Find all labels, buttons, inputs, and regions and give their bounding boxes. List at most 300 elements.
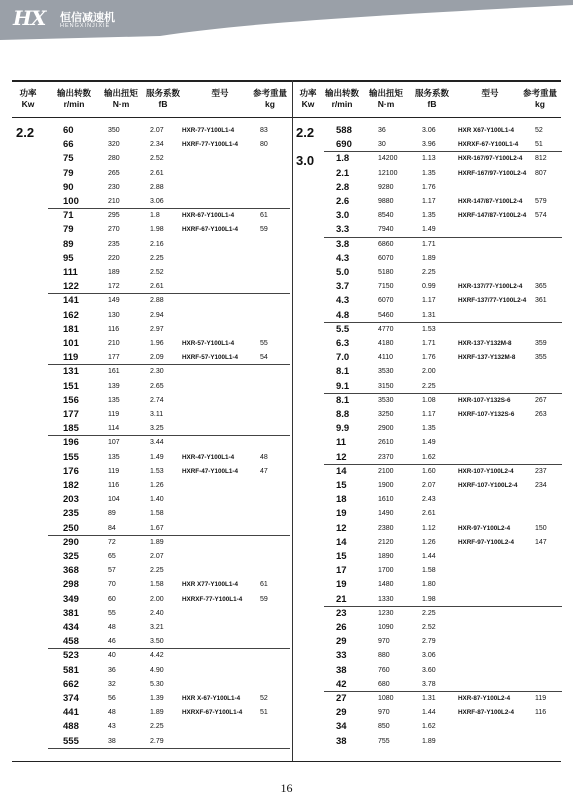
power-value: 2.2 (16, 125, 35, 140)
torque-cell: 4770 (378, 325, 394, 333)
header-weight: 参考重量 kg (252, 88, 287, 109)
weight-cell: 119 (535, 695, 547, 702)
model-cell: HXRF-57-Y100L1-4 (182, 354, 238, 362)
torque-cell: 43 (108, 723, 116, 731)
service-factor-cell: 1.8 (150, 212, 160, 220)
torque-cell: 119 (108, 411, 120, 418)
speed-cell: 8.8 (336, 409, 350, 420)
service-factor-cell: 1.17 (422, 198, 436, 205)
torque-cell: 135 (108, 453, 120, 461)
service-factor-cell: 2.97 (150, 325, 164, 333)
power-value: 2.2 (296, 125, 315, 140)
service-factor-cell: 1.62 (422, 723, 436, 731)
torque-cell: 30 (378, 141, 386, 149)
speed-cell: 95 (63, 252, 74, 264)
speed-cell: 2.6 (336, 196, 350, 207)
speed-cell: 42 (336, 678, 347, 690)
service-factor-cell: 2.25 (422, 609, 436, 617)
service-factor-cell: 5.30 (150, 680, 164, 688)
speed-cell: 8.1 (336, 394, 350, 406)
torque-cell: 9280 (378, 183, 394, 191)
speed-cell: 141 (63, 295, 79, 307)
model-cell: HXR-77-Y100L1-4 (182, 127, 235, 134)
group-separator (324, 606, 562, 607)
torque-cell: 8540 (378, 212, 394, 220)
weight-cell: 267 (535, 396, 547, 404)
speed-cell: 155 (63, 451, 79, 463)
torque-cell: 1330 (378, 595, 394, 603)
torque-cell: 116 (108, 325, 120, 333)
speed-cell: 151 (63, 380, 79, 392)
speed-cell: 60 (63, 125, 74, 136)
torque-cell: 2120 (378, 538, 394, 546)
speed-cell: 235 (63, 508, 79, 520)
speed-cell: 441 (63, 707, 79, 719)
torque-cell: 2370 (378, 453, 394, 461)
page-number: 16 (280, 781, 293, 795)
header-logo-band (0, 0, 573, 40)
torque-cell: 760 (378, 666, 390, 674)
weight-cell: 51 (260, 709, 268, 717)
service-factor-cell: 2.34 (150, 141, 164, 149)
speed-cell: 7.0 (336, 352, 350, 364)
group-separator (324, 237, 562, 238)
service-factor-cell: 2.74 (150, 396, 164, 404)
torque-cell: 48 (108, 709, 116, 717)
service-factor-cell: 1.76 (422, 183, 436, 191)
table-top-rule (12, 80, 561, 82)
speed-cell: 26 (336, 622, 347, 633)
torque-cell: 89 (108, 510, 116, 518)
service-factor-cell: 3.06 (422, 127, 436, 134)
service-factor-cell: 2.25 (422, 269, 436, 276)
speed-cell: 588 (336, 125, 352, 136)
service-factor-cell: 4.42 (150, 652, 164, 660)
speed-cell: 581 (63, 664, 79, 676)
service-factor-cell: 2.52 (150, 155, 164, 163)
service-factor-cell: 2.30 (150, 368, 164, 376)
speed-cell: 4.3 (336, 295, 350, 307)
weight-cell: 147 (535, 538, 547, 546)
service-factor-cell: 1.44 (422, 553, 436, 560)
torque-cell: 5460 (378, 311, 394, 319)
service-factor-cell: 4.90 (150, 666, 164, 674)
speed-cell: 19 (336, 508, 347, 520)
weight-cell: 574 (535, 212, 547, 220)
group-separator (48, 648, 290, 649)
model-cell: HXR-97-Y100L2-4 (458, 524, 511, 532)
service-factor-cell: 2.52 (422, 624, 436, 631)
service-factor-cell: 2.00 (150, 595, 164, 603)
speed-cell: 79 (63, 167, 74, 179)
torque-cell: 280 (108, 155, 120, 163)
service-factor-cell: 0.99 (422, 283, 436, 291)
power-value: 3.0 (296, 153, 315, 169)
model-cell: HXRF-107-Y132S-6 (458, 411, 515, 418)
torque-cell: 235 (108, 240, 120, 248)
torque-cell: 295 (108, 212, 120, 220)
service-factor-cell: 2.07 (422, 482, 436, 489)
service-factor-cell: 2.88 (150, 183, 164, 191)
group-separator (48, 208, 290, 209)
model-cell: HXR-107-Y132S-6 (458, 396, 511, 404)
model-cell: HXRF-67-Y100L1-4 (182, 226, 238, 234)
weight-cell: 59 (260, 595, 268, 603)
speed-cell: 11 (336, 437, 347, 449)
service-factor-cell: 1.96 (150, 340, 164, 347)
speed-cell: 38 (336, 735, 347, 747)
service-factor-cell: 3.78 (422, 680, 436, 688)
speed-cell: 181 (63, 323, 79, 335)
speed-cell: 66 (63, 139, 74, 151)
service-factor-cell: 1.12 (422, 524, 436, 532)
torque-cell: 4180 (378, 340, 394, 347)
torque-cell: 60 (108, 595, 116, 603)
model-cell: HXR-87-Y100L2-4 (458, 695, 511, 702)
group-separator (324, 464, 562, 465)
speed-cell: 5.5 (336, 323, 350, 335)
column-divider (292, 80, 293, 762)
model-cell: HXRXF-67-Y100L1-4 (182, 709, 243, 717)
torque-cell: 48 (108, 624, 116, 631)
speed-cell: 182 (63, 480, 79, 491)
service-factor-cell: 3.96 (422, 141, 436, 149)
service-factor-cell: 1.40 (150, 496, 164, 504)
model-cell: HXR X-67-Y100L1-4 (182, 695, 241, 702)
service-factor-cell: 2.79 (422, 638, 436, 646)
service-factor-cell: 1.31 (422, 695, 436, 702)
speed-cell: 349 (63, 593, 79, 605)
speed-cell: 176 (63, 465, 79, 477)
speed-cell: 4.3 (336, 252, 350, 264)
model-cell: HXR X77-Y100L1-4 (182, 581, 238, 589)
speed-cell: 33 (336, 650, 347, 662)
torque-cell: 320 (108, 141, 120, 149)
speed-cell: 4.8 (336, 309, 350, 321)
model-cell: HXRF-167/97-Y100L2-4 (458, 169, 527, 177)
service-factor-cell: 3.60 (422, 666, 436, 674)
torque-cell: 2610 (378, 439, 394, 447)
torque-cell: 970 (378, 709, 390, 717)
header-service-factor: 服务系数 fB (145, 88, 180, 109)
torque-cell: 220 (108, 254, 120, 262)
torque-cell: 7940 (378, 226, 394, 234)
service-factor-cell: 2.79 (150, 737, 164, 745)
speed-cell: 488 (63, 721, 79, 733)
torque-cell: 210 (108, 340, 120, 347)
weight-cell: 61 (260, 212, 268, 220)
service-factor-cell: 1.08 (422, 396, 436, 404)
speed-cell: 9.9 (336, 423, 350, 435)
torque-cell: 210 (108, 198, 120, 205)
weight-cell: 116 (535, 709, 547, 717)
torque-cell: 70 (108, 581, 116, 589)
group-separator (324, 151, 562, 152)
service-factor-cell: 1.71 (422, 240, 436, 248)
torque-cell: 72 (108, 538, 116, 546)
torque-cell: 755 (378, 737, 390, 745)
service-factor-cell: 2.25 (150, 567, 164, 575)
service-factor-cell: 2.25 (150, 254, 164, 262)
model-cell: HXR-167/97-Y100L2-4 (458, 155, 523, 163)
torque-cell: 1900 (378, 482, 394, 489)
torque-cell: 55 (108, 609, 116, 617)
service-factor-cell: 2.25 (422, 382, 436, 390)
weight-cell: 47 (260, 467, 268, 475)
weight-cell: 52 (535, 127, 543, 134)
service-factor-cell: 1.35 (422, 169, 436, 177)
torque-cell: 119 (108, 467, 120, 475)
speed-cell: 34 (336, 721, 347, 733)
weight-cell: 579 (535, 198, 547, 205)
torque-cell: 107 (108, 439, 120, 447)
group-separator (48, 435, 290, 436)
torque-cell: 149 (108, 297, 120, 305)
speed-cell: 90 (63, 181, 74, 193)
model-cell: HXRF-107-Y100L2-4 (458, 482, 518, 489)
header-power: 功率 Kw (19, 88, 37, 109)
speed-cell: 101 (63, 338, 79, 349)
service-factor-cell: 2.61 (150, 283, 164, 291)
torque-cell: 65 (108, 553, 116, 560)
torque-cell: 1230 (378, 609, 394, 617)
speed-cell: 298 (63, 579, 79, 591)
torque-cell: 7150 (378, 283, 394, 291)
weight-cell: 51 (535, 141, 543, 149)
service-factor-cell: 3.25 (150, 425, 164, 433)
model-cell: HXRF-47-Y100L1-4 (182, 467, 238, 475)
speed-cell: 662 (63, 678, 79, 690)
service-factor-cell: 2.65 (150, 382, 164, 390)
group-separator (48, 293, 290, 294)
logo-mark-hx: HX (13, 6, 46, 30)
speed-cell: 3.0 (336, 210, 350, 222)
speed-cell: 3.8 (336, 238, 350, 250)
model-cell: HXRF-147/87-Y100L2-4 (458, 212, 527, 220)
service-factor-cell: 1.31 (422, 311, 436, 319)
speed-cell: 6.3 (336, 338, 350, 349)
torque-cell: 139 (108, 382, 120, 390)
torque-cell: 3530 (378, 396, 394, 404)
torque-cell: 1480 (378, 581, 394, 589)
torque-cell: 3250 (378, 411, 394, 418)
torque-cell: 265 (108, 169, 120, 177)
speed-cell: 177 (63, 409, 79, 420)
service-factor-cell: 1.67 (150, 524, 164, 532)
service-factor-cell: 2.88 (150, 297, 164, 305)
model-cell: HXR-47-Y100L1-4 (182, 453, 235, 461)
speed-cell: 1.8 (336, 153, 350, 165)
service-factor-cell: 1.71 (422, 340, 436, 347)
service-factor-cell: 1.62 (422, 453, 436, 461)
weight-cell: 812 (535, 155, 547, 163)
torque-cell: 1080 (378, 695, 394, 702)
model-cell: HXRF-77-Y100L1-4 (182, 141, 238, 149)
torque-cell: 104 (108, 496, 120, 504)
service-factor-cell: 2.94 (150, 311, 164, 319)
torque-cell: 270 (108, 226, 120, 234)
weight-cell: 55 (260, 340, 268, 347)
torque-cell: 57 (108, 567, 116, 575)
speed-cell: 119 (63, 352, 79, 364)
speed-cell: 17 (336, 565, 347, 577)
header-model: 型号 (211, 88, 229, 98)
model-cell: HXRXF-67-Y100L1-4 (458, 141, 519, 149)
torque-cell: 12100 (378, 169, 398, 177)
torque-cell: 1700 (378, 567, 394, 575)
torque-cell: 680 (378, 680, 390, 688)
speed-cell: 156 (63, 394, 79, 406)
service-factor-cell: 2.09 (150, 354, 164, 362)
speed-cell: 38 (336, 664, 347, 676)
service-factor-cell: 1.58 (150, 510, 164, 518)
torque-cell: 177 (108, 354, 120, 362)
weight-cell: 52 (260, 695, 268, 702)
speed-cell: 8.1 (336, 366, 350, 378)
model-cell: HXR-147/87-Y100L2-4 (458, 198, 523, 205)
torque-cell: 114 (108, 425, 120, 433)
service-factor-cell: 3.11 (150, 411, 164, 418)
service-factor-cell: 2.43 (422, 496, 436, 504)
speed-cell: 162 (63, 309, 79, 321)
service-factor-cell: 1.53 (150, 467, 164, 475)
torque-cell: 135 (108, 396, 120, 404)
torque-cell: 2100 (378, 467, 394, 475)
speed-cell: 290 (63, 536, 79, 548)
weight-cell: 359 (535, 340, 547, 347)
service-factor-cell: 3.06 (422, 652, 436, 660)
service-factor-cell: 1.35 (422, 212, 436, 220)
speed-cell: 325 (63, 551, 79, 562)
torque-cell: 3150 (378, 382, 394, 390)
speed-cell: 250 (63, 522, 79, 534)
table-header-rule (12, 117, 561, 118)
speed-cell: 27 (336, 693, 347, 704)
speed-cell: 3.3 (336, 224, 350, 236)
model-cell: HXR X67-Y100L1-4 (458, 127, 514, 134)
service-factor-cell: 2.52 (150, 269, 164, 276)
header-service-factor-right: 服务系数 fB (414, 88, 449, 109)
header-output-speed: 输出转数 r/min (56, 88, 91, 109)
torque-cell: 116 (108, 482, 120, 489)
model-cell: HXR-137/77-Y100L2-4 (458, 283, 523, 291)
model-cell: HXR-137-Y132M-8 (458, 340, 512, 347)
service-factor-cell: 1.17 (422, 297, 436, 305)
service-factor-cell: 1.44 (422, 709, 436, 717)
service-factor-cell: 1.26 (422, 538, 436, 546)
torque-cell: 5180 (378, 269, 394, 276)
model-cell: HXRXF-77-Y100L1-4 (182, 595, 243, 603)
speed-cell: 122 (63, 281, 79, 293)
group-separator (324, 691, 562, 692)
speed-cell: 14 (336, 536, 347, 548)
torque-cell: 6860 (378, 240, 394, 248)
weight-cell: 61 (260, 581, 268, 589)
torque-cell: 6070 (378, 297, 394, 305)
group-separator (324, 393, 562, 394)
speed-cell: 18 (336, 494, 347, 506)
service-factor-cell: 2.00 (422, 368, 436, 376)
service-factor-cell: 2.61 (422, 510, 436, 518)
header-model-right: 型号 (481, 88, 499, 98)
torque-cell: 1490 (378, 510, 394, 518)
torque-cell: 880 (378, 652, 390, 660)
header-weight-right: 参考重量 kg (522, 88, 557, 109)
torque-cell: 38 (108, 737, 116, 745)
speed-cell: 14 (336, 465, 347, 477)
torque-cell: 2900 (378, 425, 394, 433)
speed-cell: 75 (63, 153, 74, 165)
service-factor-cell: 1.49 (150, 453, 164, 461)
service-factor-cell: 1.89 (422, 737, 436, 745)
speed-cell: 15 (336, 480, 347, 491)
torque-cell: 46 (108, 638, 116, 646)
torque-cell: 2380 (378, 524, 394, 532)
torque-cell: 850 (378, 723, 390, 731)
speed-cell: 12 (336, 522, 347, 534)
service-factor-cell: 1.26 (150, 482, 164, 489)
weight-cell: 355 (535, 354, 547, 362)
torque-cell: 1090 (378, 624, 394, 631)
group-separator (48, 535, 290, 536)
speed-cell: 111 (63, 267, 78, 278)
speed-cell: 203 (63, 494, 79, 506)
service-factor-cell: 2.07 (150, 553, 164, 560)
group-separator (48, 364, 290, 365)
speed-cell: 2.8 (336, 181, 350, 193)
speed-cell: 29 (336, 707, 347, 719)
weight-cell: 365 (535, 283, 547, 291)
model-cell: HXRF-87-Y100L2-4 (458, 709, 514, 717)
service-factor-cell: 1.89 (150, 709, 164, 717)
service-factor-cell: 1.98 (150, 226, 164, 234)
model-cell: HXR-67-Y100L1-4 (182, 212, 235, 220)
company-name-en: HENGXINJIXIE (60, 23, 111, 29)
service-factor-cell: 1.58 (150, 581, 164, 589)
torque-cell: 36 (378, 127, 386, 134)
speed-cell: 381 (63, 607, 79, 619)
weight-cell: 83 (260, 127, 268, 134)
speed-cell: 434 (63, 622, 79, 633)
weight-cell: 263 (535, 411, 547, 418)
speed-cell: 9.1 (336, 380, 350, 392)
model-cell: HXRF-97-Y100L2-4 (458, 538, 514, 546)
speed-cell: 71 (63, 210, 74, 222)
group-separator (48, 748, 290, 749)
speed-cell: 89 (63, 238, 74, 250)
company-name-cn: 恒信减速机 (60, 12, 115, 24)
speed-cell: 374 (63, 693, 79, 704)
torque-cell: 350 (108, 127, 120, 134)
speed-cell: 368 (63, 565, 79, 577)
weight-cell: 80 (260, 141, 268, 149)
service-factor-cell: 1.49 (422, 226, 436, 234)
torque-cell: 84 (108, 524, 116, 532)
torque-cell: 32 (108, 680, 116, 688)
header-power-right: 功率 Kw (299, 88, 317, 109)
speed-cell: 5.0 (336, 267, 350, 278)
speed-cell: 3.7 (336, 281, 350, 293)
torque-cell: 1610 (378, 496, 394, 504)
header-output-torque: 输出扭矩 N·m (103, 88, 138, 109)
weight-cell: 150 (535, 524, 547, 532)
speed-cell: 12 (336, 451, 347, 463)
service-factor-cell: 1.76 (422, 354, 436, 362)
speed-cell: 196 (63, 437, 79, 449)
torque-cell: 4110 (378, 354, 394, 362)
weight-cell: 59 (260, 226, 268, 234)
speed-cell: 523 (63, 650, 79, 662)
